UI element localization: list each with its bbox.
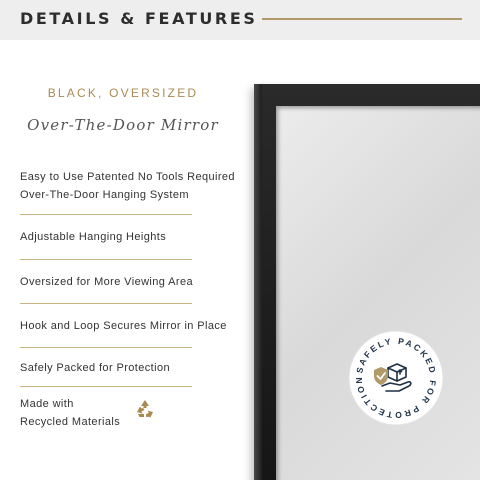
feature-divider bbox=[20, 259, 192, 260]
mirror-bevel bbox=[254, 84, 262, 480]
recycle-icon bbox=[133, 398, 157, 422]
badge-ring-text: SAFELY PACKED FOR PROTECTION bbox=[353, 335, 439, 421]
feature-item bbox=[20, 317, 250, 335]
safely-packed-badge bbox=[348, 330, 444, 426]
feature-line: Made with bbox=[20, 398, 74, 410]
feature-item bbox=[20, 359, 250, 377]
feature-line: Safely Packed for Protection bbox=[20, 362, 170, 374]
product-eyebrow: BLACK, OVERSIZED bbox=[47, 86, 199, 100]
header-divider bbox=[262, 18, 462, 20]
feature-line: Easy to Use Patented No Tools Required bbox=[20, 171, 235, 183]
feature-item bbox=[20, 168, 250, 204]
feature-line: Over-The-Door Hanging System bbox=[20, 189, 189, 201]
feature-line: Recycled Materials bbox=[20, 416, 121, 428]
feature-divider bbox=[20, 386, 192, 387]
feature-line: Oversized for More Viewing Area bbox=[20, 276, 193, 288]
product-script-title: Over-The-Door Mirror bbox=[27, 116, 219, 134]
feature-line: Hook and Loop Secures Mirror in Place bbox=[20, 320, 227, 332]
feature-item bbox=[20, 228, 250, 246]
page-title: DETAILS & FEATURES bbox=[20, 9, 258, 28]
feature-divider bbox=[20, 347, 192, 348]
feature-line: Adjustable Hanging Heights bbox=[20, 231, 167, 243]
feature-divider bbox=[20, 303, 192, 304]
header-bar bbox=[0, 0, 480, 40]
feature-divider bbox=[20, 214, 192, 215]
feature-item bbox=[20, 273, 250, 291]
